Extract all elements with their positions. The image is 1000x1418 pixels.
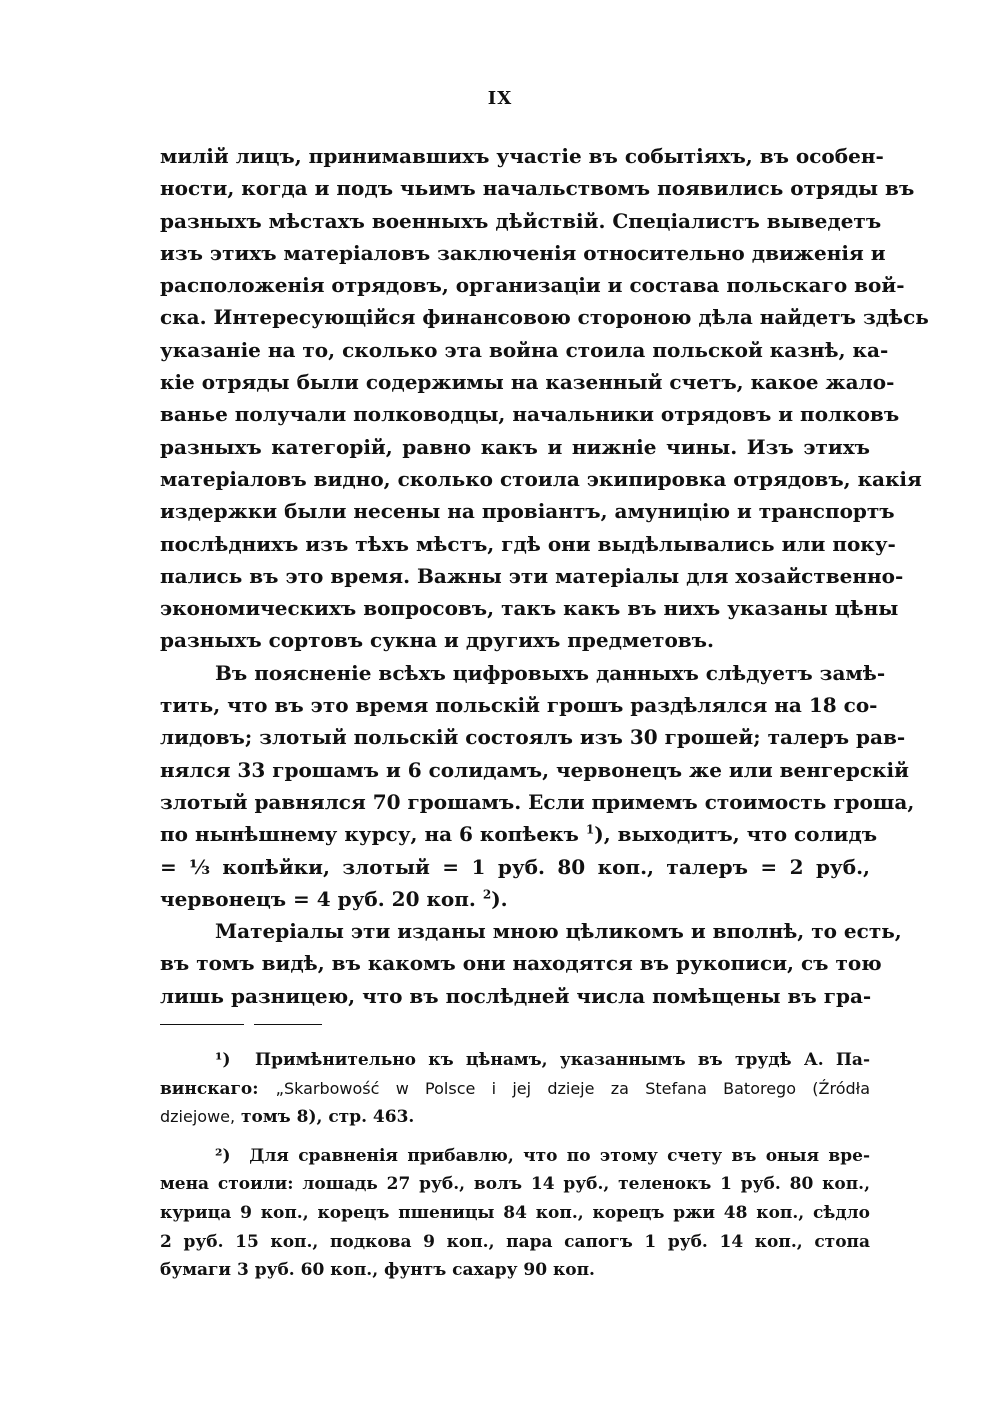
text-line: расположенія отрядовъ, организаціи и состава польскаго вой-: [160, 273, 905, 298]
footnote-marker: ²): [215, 1145, 231, 1166]
text-line: въ томъ видѣ, въ какомъ они находятся въ рукописи, съ тою: [160, 951, 882, 976]
footnotes: [160, 1046, 870, 1285]
footnote-text: Примѣнительно къ цѣнамъ, указаннымъ въ трудѣ А. Па-: [255, 1050, 870, 1070]
footnote-1-line: [160, 1103, 870, 1132]
text-line: пались въ это время. Важны эти матеріалы для хозайственно-: [160, 563, 904, 588]
text-line: экономическихъ вопросовъ, такъ какъ въ нихъ указаны цѣны: [160, 596, 899, 621]
text-line: [160, 818, 878, 850]
text-line: разныхъ сортовъ сукна и другихъ предметовъ.: [160, 628, 714, 653]
text-segment: червонецъ = 4 руб. 20 коп.: [160, 886, 476, 911]
text-line: указаніе на то, сколько эта война стоила польской казнѣ, ка-: [160, 337, 889, 362]
text-line: лидовъ; злотый польскій состоялъ изъ 30 грошей; талеръ рав-: [160, 725, 906, 750]
footnote-2-line: 2 руб. 15 коп., подкова 9 коп., пара сапогъ 1 руб. 14 коп., стопа: [160, 1231, 870, 1252]
footnote-text: томъ 8), стр. 463.: [241, 1107, 415, 1128]
text-segment: ), выходитъ, что солидъ: [594, 822, 878, 847]
text-line: милій лицъ, принимавшихъ участіе въ событіяхъ, въ особен-: [160, 144, 884, 168]
footnote-ref-1: 1: [585, 822, 595, 837]
text-line: изъ этихъ матеріаловъ заключенія относительно движенія и: [160, 240, 886, 265]
text-line: ности, когда и подъ чьимъ начальствомъ появились отряды въ: [160, 176, 915, 201]
footnote-separator: [160, 1024, 244, 1025]
text-line: ска. Интересующійся финансовою стороною дѣла найдетъ здѣсь: [160, 305, 929, 330]
main-text: [160, 140, 929, 1012]
footnote-latin-title: „Skarbowość w Polsce i jej dzieje za Stefana Batorego (Źródła: [275, 1078, 871, 1098]
page-number: IX: [487, 88, 513, 109]
text-line: матеріаловъ видно, сколько стоила экипировка отрядовъ, какія: [160, 466, 922, 491]
text-line: Въ поясненіе всѣхъ цифровыхъ данныхъ слѣдуетъ замѣ-: [215, 660, 886, 685]
footnote-2-line: [160, 1142, 870, 1171]
footnote-marker: ¹): [215, 1050, 231, 1070]
text-line: нялся 33 грошамъ и 6 солидамъ, червонецъ же или венгерскій: [160, 757, 909, 782]
text-line: послѣднихъ изъ тѣхъ мѣстъ, гдѣ они выдѣлывались или поку-: [160, 531, 896, 556]
text-segment: ).: [491, 886, 508, 911]
footnote-separator: [254, 1024, 322, 1025]
text-line: разныхъ мѣстахъ военныхъ дѣйствій. Спеціалистъ выведетъ: [160, 208, 882, 233]
text-line: тить, что въ это время польскій грошъ раздѣлялся на 18 со-: [160, 693, 878, 718]
text-line: злотый равнялся 70 грошамъ. Если примемъ стоимость гроша,: [160, 789, 915, 814]
footnote-1-line: [160, 1046, 870, 1075]
text-line: ванье получали полководцы, начальники отрядовъ и полковъ: [160, 402, 900, 427]
footnote-text: винскаго:: [160, 1078, 259, 1099]
text-line: = ⅓ копѣйки, злотый = 1 руб. 80 коп., талеръ = 2 руб.,: [160, 854, 870, 879]
text-line: издержки были несены на провіантъ, амуницію и транспортъ: [160, 499, 895, 524]
footnote-2-line: курица 9 коп., корецъ пшеницы 84 коп., корецъ ржи 48 коп., сѣдло: [160, 1202, 870, 1223]
footnote-2-line: бумаги 3 руб. 60 коп., фунтъ сахару 90 коп.: [160, 1260, 595, 1281]
text-line: кіе отряды были содержимы на казенный счетъ, какое жало-: [160, 370, 895, 395]
text-line: Матеріалы эти изданы мною цѣликомъ и вполнѣ, то есть,: [215, 919, 902, 944]
footnote-2-line: мена стоили: лошадь 27 руб., волъ 14 руб., теленокъ 1 руб. 80 коп.,: [160, 1174, 870, 1195]
footnote-latin-title: dziejowe,: [160, 1107, 236, 1127]
footnote-text: Для сравненія прибавлю, что по этому счету въ оныя вре-: [249, 1145, 871, 1166]
text-segment: по нынѣшнему курсу, на 6 копѣекъ: [160, 822, 579, 847]
text-line: лишь разницею, что въ послѣдней числа помѣщены въ гра-: [160, 983, 872, 1008]
footnote-ref-2: 2: [482, 887, 492, 902]
text-line: [160, 883, 870, 915]
footnote-1-line: [160, 1075, 870, 1104]
text-line: разныхъ категорій, равно какъ и нижніе чины. Изъ этихъ: [160, 434, 870, 459]
